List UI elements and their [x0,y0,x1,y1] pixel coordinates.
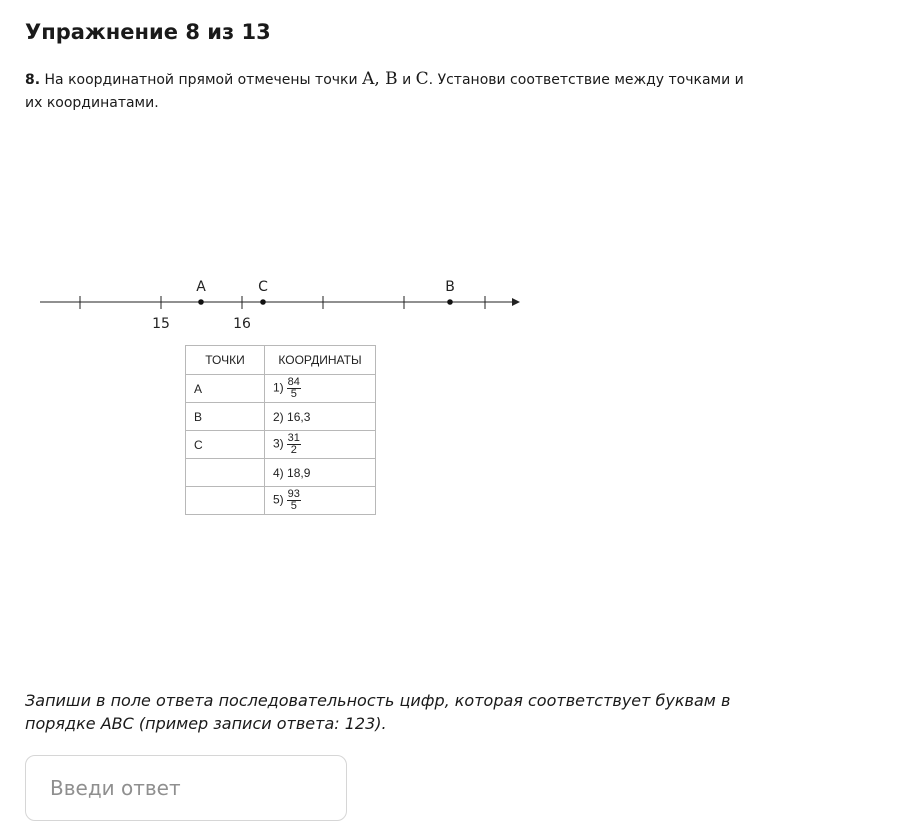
table-row [186,487,376,515]
table-header-row [186,346,376,375]
question-number: 8. [25,72,41,88]
point-cell [186,459,265,487]
header-points: ТОЧКИ [186,346,265,375]
option-number: 2) [273,409,284,424]
table-row [186,375,376,403]
coordinate-cell [265,487,376,515]
header-coordinates: КООРДИНАТЫ [265,346,376,375]
fraction [287,377,301,400]
point-c-dot [260,299,266,305]
option-number: 5) [273,492,284,507]
question-text-before: На координатной прямой отмечены точки [40,72,363,88]
numerator: 84 [287,376,300,388]
and-word: и [397,72,416,88]
point-a-label: A [196,279,206,295]
number-line-arrow [512,298,520,306]
point-cell: A [186,375,265,403]
denominator: 5 [290,388,297,400]
answer-instruction: Запиши в поле ответа последовательность цифр, которая соответствует буквам в порядке ABC (пример записи ответа: 123). [25,691,731,733]
coordinate-value: 18,9 [287,465,311,480]
fraction [287,433,301,456]
point-cell [186,487,265,515]
numerator: 31 [287,432,300,444]
point-b-label: B [445,279,455,295]
matching-table [185,345,376,515]
option-number: 1) [273,380,284,395]
answer-input[interactable] [25,755,347,821]
point-c-symbol: C [415,69,429,89]
number-line-figure [0,0,909,340]
fraction [287,489,301,512]
denominator: 2 [290,444,297,456]
option-number: 4) [273,465,284,480]
table-row [186,403,376,431]
option-number: 3) [273,436,284,451]
question-text-after: . Установи соответствие между точками и их координатами. [25,72,744,111]
coordinate-value: 16,3 [287,409,311,424]
point-a-dot [198,299,204,305]
point-cell: B [186,403,265,431]
coordinate-cell [265,403,376,431]
comma-symbol: , [374,69,386,89]
coordinate-cell [265,375,376,403]
table-row [186,459,376,487]
coordinate-cell [265,459,376,487]
point-a-symbol: A [362,69,375,89]
point-b-symbol: B [385,69,398,89]
tick-label-15: 15 [152,316,170,332]
point-cell: C [186,431,265,459]
table-row [186,431,376,459]
numerator: 93 [287,488,300,500]
exercise-title: Упражнение 8 из 13 [25,20,271,44]
tick-label-16: 16 [233,316,251,332]
denominator: 5 [290,500,297,512]
coordinate-cell [265,431,376,459]
point-b-dot [447,299,453,305]
point-c-label: C [258,279,268,295]
